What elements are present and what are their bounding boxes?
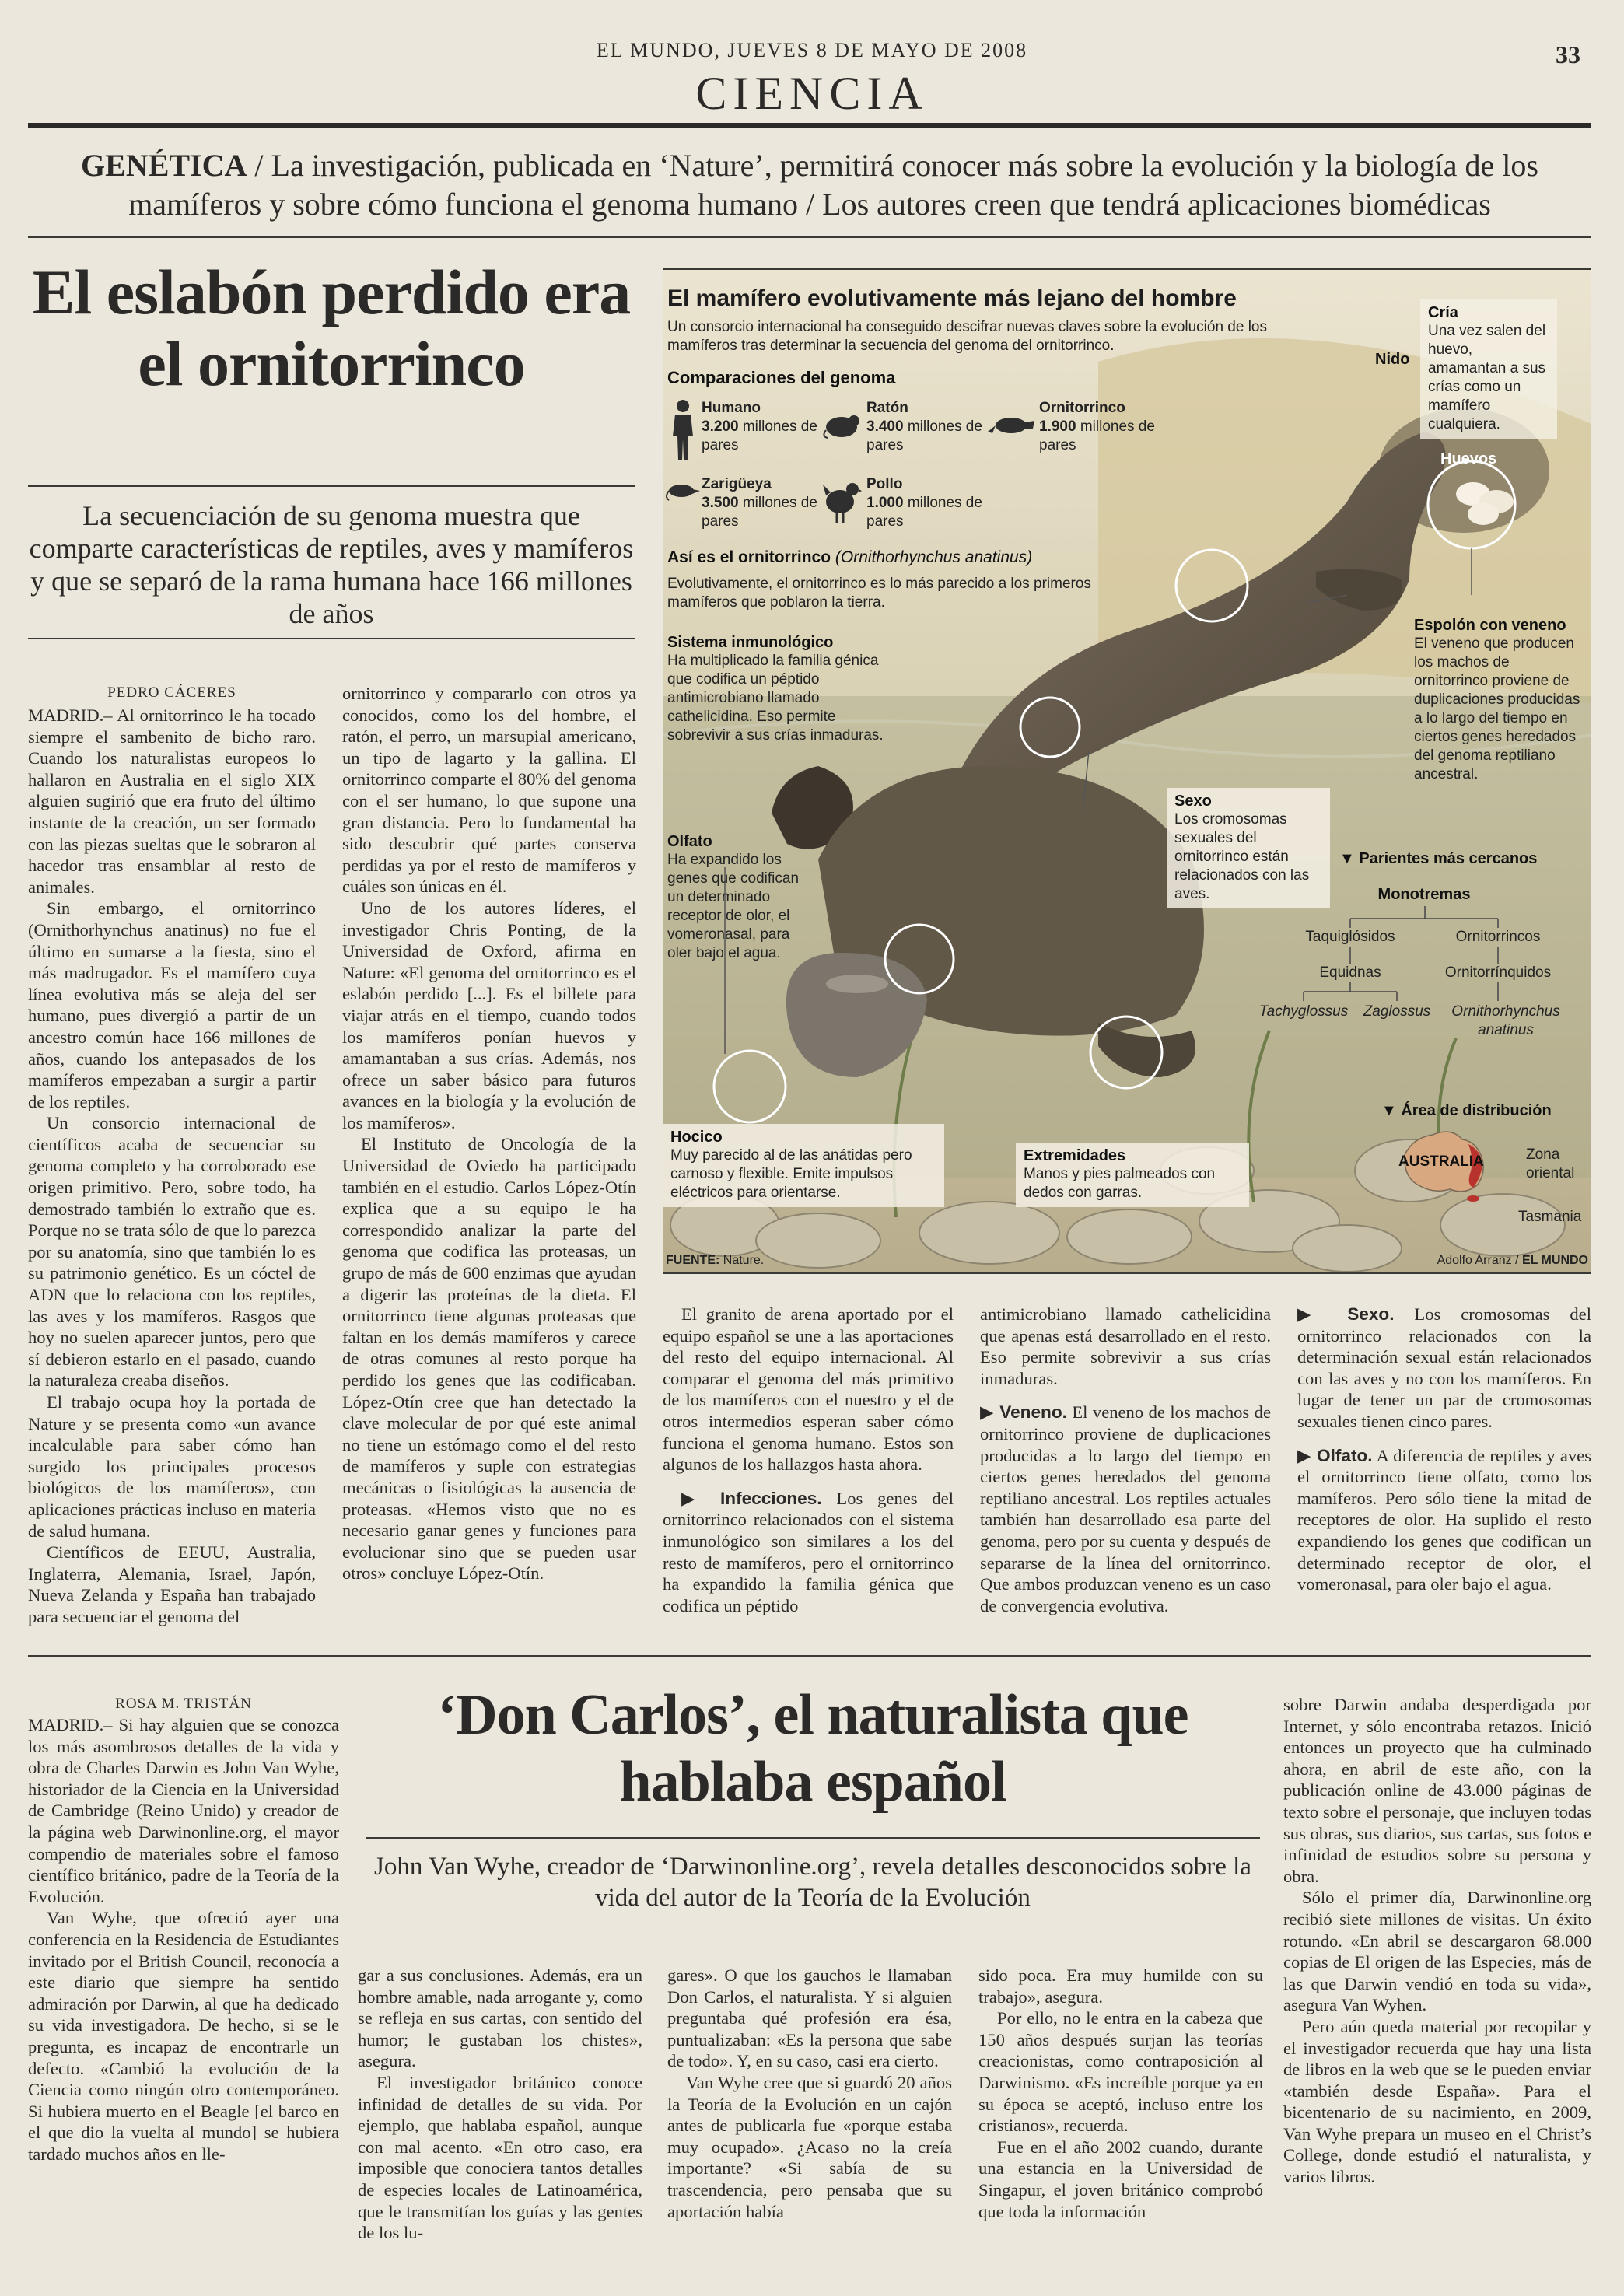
tasmania-label: Tasmania <box>1518 1209 1582 1225</box>
kicker-tag: GENÉTICA <box>81 148 247 183</box>
paragraph: Pero aún queda material por recopilar y el investigador recuerda que hay una lista de libros en la web que se le pueden enviar «también desde España». Para el bicentenario de su nacimiento, en 2009, Van Wyhe prepara un museo en el Christ’s College, donde estudió el naturalista, y varios libros. <box>1283 2016 1591 2187</box>
area-title: ▼ Área de distribución <box>1381 1102 1552 1119</box>
infographic <box>663 268 1591 1273</box>
kicker <box>28 146 1591 224</box>
subhead-veneno: ▶ Veneno. <box>980 1402 1067 1423</box>
paragraph <box>1297 1445 1591 1595</box>
tree-node: Equidnas <box>1319 964 1381 981</box>
cria-text: Una vez salen del huevo, amamantan a sus crías como un mamífero cualquiera. <box>1428 323 1546 432</box>
veneno-text: El veneno de los machos de ornitorrinco proviene de duplicaciones producidas a lo largo del tiempo en ciertos genes heredados del genoma reptiliano ancestral. Los reptiles actuales también han desarrollado esa parte del genoma, pero por su cuenta y después de separarse de la línea del ornitorrinco. Que ambos produzcan veneno es un caso de convergencia evolutiva. <box>980 1402 1271 1615</box>
headline-rule <box>28 485 635 487</box>
opossum-icon <box>664 478 702 506</box>
genome-mouse <box>866 399 983 455</box>
infecciones-text: Los genes del ornitorrinco relacionados con el sistema inmunológico son similares a los del resto de mamíferos, pero el ornitorrinco ha expandido la familia génica que codifica un péptido <box>663 1488 954 1615</box>
hocico-title: Hocico <box>670 1129 723 1146</box>
mouse-icon <box>823 408 862 443</box>
genome-name: Pollo <box>866 476 903 492</box>
sexo-title: Sexo <box>1174 793 1212 810</box>
nido-label: Nido <box>1375 351 1410 368</box>
asi-species: (Ornithorhynchus anatinus) <box>835 548 1033 566</box>
article1-col5 <box>1297 1304 1591 1595</box>
article2-col2 <box>358 1965 642 2244</box>
zona-label: Zona oriental <box>1526 1146 1575 1181</box>
paragraph <box>1297 1304 1591 1433</box>
genome-value: 3.200 <box>702 418 739 435</box>
subhead: La secuenciación de su genoma muestra que comparte características de reptiles, aves y mamíferos y que se separó de la rama humana hace 166 millones de años <box>29 500 634 629</box>
byline: PEDRO CÁCERES <box>107 684 236 701</box>
paragraph: ornitorrinco y compararlo con otros ya conocidos, como los del hombre, el ratón, el perro, un marsupial americano, un tipo de lagarto y la gallina. El ornitorrinco comparte el 80% del genoma con el ser humano, lo que supone una gran distancia. Pero lo fundamental ha sido descubrir qué partes conserva perdidas ya por el resto de mamíferos y cuáles son únicas en él. <box>342 684 636 897</box>
extremidades-text: Manos y pies palmeados con dedos con garras. <box>1024 1166 1216 1201</box>
genome-platypus <box>1039 399 1164 455</box>
subhead: John Van Wyhe, creador de ‘Darwinonline.org’, revela detalles desconocidos sobre la vida del autor de la Teoría de la Evolución <box>374 1853 1251 1912</box>
header-rule <box>28 123 1591 128</box>
paragraph: El trabajo ocupa hoy la portada de Nature y se presenta como «un avance incalculable para saber cómo han surgido los principales procesos biológicos de los mamíferos», con aplicaciones prácticas incluso en materia de salud humana. <box>28 1392 316 1541</box>
espolon-box <box>1414 617 1585 784</box>
sistema-title: Sistema inmunológico <box>667 634 834 651</box>
genome-opossum <box>702 475 818 531</box>
extremidades-title: Extremidades <box>1024 1147 1126 1164</box>
paragraph: Un consorcio internacional de científicos acaba de secuenciar su genoma completo y ha corroborado ese origen primitivo. Pero, sobre todo, ha demostrado también lo extraño que es. Porque no se trata sólo de que lo parezca por su anatomía, sino que también lo es su patrimonio genético. Es un cóctel de ADN que lo relaciona con los reptiles, las aves y los mamíferos. Rasgos que hoy no suelen aparecer juntos, pero que sí debieron estarlo en el pasado, cuando la naturaleza creaba diseños. <box>28 1113 316 1391</box>
credit-author: Adolfo Arranz / <box>1437 1254 1522 1267</box>
article2-col5 <box>1283 1694 1591 2188</box>
huevos-label: Huevos <box>1440 450 1497 467</box>
espolon-text: El veneno que producen los machos de ornitorrinco proviene de duplicaciones producidas a lo largo del tiempo en ciertos genes heredados del genoma reptiliano ancestral. <box>1414 635 1580 782</box>
extremidades-box <box>1016 1143 1249 1207</box>
chicken-icon <box>823 478 862 529</box>
article1-col2 <box>342 683 636 1584</box>
comparisons-title: Comparaciones del genoma <box>667 368 896 387</box>
olfato-text: Ha expandido los genes que codifican un determinado receptor de olor, el vomeronasal, para oler bajo el agua. <box>667 852 800 961</box>
olfato-text: A diferencia de reptiles y aves el ornitorrinco tiene olfato, como los mamíferos. Pero sólo tiene la mitad de receptores de olor. Ha suplido el resto expandiendo los genes que codifican un determinado receptor de olor, el vomeronasal, para oler bajo el agua. <box>1297 1445 1591 1594</box>
genome-value: 1.900 <box>1039 418 1076 435</box>
headline: ‘Don Carlos’, el naturalista que hablaba español <box>437 1683 1188 1814</box>
asi-title <box>667 548 1212 567</box>
paragraph: Van Wyhe cree que si guardó 20 años la Teoría de la Evolución en un cajón antes de publicarla fue «porque estaba muy ocupado». ¿Acaso no la creía importante? «Si sabía de su trascendencia, pero pensaba que su aportación había <box>667 2072 952 2221</box>
human-icon <box>667 399 698 465</box>
australia-label: AUSTRALIA <box>1398 1153 1484 1170</box>
info-title: El mamífero evolutivamente más lejano del hombre <box>667 285 1237 311</box>
genome-value: 3.400 <box>866 418 904 435</box>
genome-unit: millones de pares <box>1039 418 1155 453</box>
genome-unit: millones de pares <box>702 495 817 530</box>
section-title: CIENCIA <box>695 68 929 119</box>
tree-node: Ornitorrincos <box>1455 929 1541 945</box>
family-tree <box>1257 883 1591 1085</box>
paragraph: El investigador británico conoce infinidad de detalles de su vida. Por ejemplo, que hablaba español, aunque con mal acento. «En otro caso, era imposible que conociera tantos detalles de especies locales de Latinoamérica, que le transmitían los guías y las gentes de los lu- <box>358 2072 642 2243</box>
paragraph: El granito de arena aportado por el equipo español se une a las aportaciones del resto del equipo internacional. Al comparar el genoma del más primitivo de los mamíferos con el nuestro y el de otros intermedios esperan saber cómo funciona el genoma humano. Estos son algunos de los hallazgos hasta ahora. <box>663 1304 954 1475</box>
genome-value: 3.500 <box>702 495 739 511</box>
page-number: 33 <box>1556 40 1580 68</box>
parientes-title: ▼ Parientes más cercanos <box>1339 850 1538 867</box>
sistema-text: Ha multiplicado la familia génica que codifica un péptido antimicrobiano llamado cathelicidina. Eso permite sobrevivir a sus crías inmaduras. <box>667 653 884 744</box>
genome-value: 1.000 <box>866 495 904 511</box>
dateline: EL MUNDO, JUEVES 8 DE MAYO DE 2008 <box>596 39 1028 61</box>
platypus-icon <box>988 408 1034 443</box>
byline: ROSA M. TRISTÁN <box>115 1696 252 1712</box>
sistema-box <box>667 634 901 745</box>
espolon-title: Espolón con veneno <box>1414 617 1566 634</box>
paragraph: sobre Darwin andaba desperdigada por Internet, y sólo encontraba retazos. Inició entonces un proyecto que ha culminado ahora, en abril de este año, con la publicación online de 43.000 páginas de texto sobre el personaje, que incluyen todas sus obras, sus diarios, sus cartas, sus fotos e infinidad de estudios sobre su persona y obra. <box>1283 1695 1591 1886</box>
sexo-text: Los cromosomas del ornitorrinco relacionados con la determinación sexual están relacionados con las aves y no con los mamíferos. En lugar de tener un par de cromosomas sexuales tienen cinco pares. <box>1297 1304 1591 1431</box>
subhead-rule <box>28 638 635 639</box>
paragraph: gares». O que los gauchos le llamaban Don Carlos, el naturalista. Y si alguien preguntaba qué profesión era ésa, puntualizaban: «Es la persona que sabe de todo». Y, en su caso, casi era cierto. <box>667 1965 952 2071</box>
paragraph: Científicos de EEUU, Australia, Inglaterra, Alemania, Israel, Japón, Nueva Zelanda y España han trabajado para secuenciar el genoma del <box>28 1542 316 1626</box>
headline: El eslabón perdido era el ornitorrinco <box>32 257 631 399</box>
hocico-box <box>663 1124 944 1207</box>
genome-unit: millones de pares <box>866 418 982 453</box>
tree-node: Taquiglósidos <box>1305 929 1395 945</box>
paragraph: sido poca. Era muy humilde con su trabajo», asegura. <box>978 1965 1263 2007</box>
paragraph: Sólo el primer día, Darwinonline.org recibió siete millones de visitas. Un éxito rotundo. «En abril se descargaron 68.000 copias de El origen de las Especies, más de las que Darwin vendió en toda su vida», asegura Van Wyhen. <box>1283 1888 1591 2015</box>
subhead-olfato: ▶ Olfato. <box>1297 1445 1373 1465</box>
subhead-infecciones: ▶ Infecciones. <box>681 1488 822 1508</box>
article1-col4 <box>980 1304 1271 1616</box>
paragraph: Uno de los autores líderes, el investigador Chris Ponting, de la Universidad de Oxford, afirma en Nature: «El genoma del ornitorrinco es el eslabón perdido [...]. Es el billete para viajar atrás en el tiempo, cuando todos los mamíferos ponían huevos y amamantaban a sus crías. Además, nos ofrece un saber básico para futuros avances en la biología y la evolución de los mamíferos». <box>342 898 636 1132</box>
cria-box <box>1420 299 1557 439</box>
hocico-text: Muy parecido al de las anátidas pero carnoso y flexible. Emite impulsos eléctricos para orientarse. <box>670 1147 912 1201</box>
kicker-text: / La investigación, publicada en ‘Nature’, permitirá conocer más sobre la evolución y la biología de los mamíferos y sobre cómo funciona el genoma humano / Los autores creen que tendrá aplicaciones biomédicas <box>128 148 1538 222</box>
paragraph: Van Wyhe, que ofreció ayer una conferencia en la Residencia de Estudiantes invitado por el British Council, reconocía a este diario que siempre ha sentido admiración por Darwin, al que ha dedicado su vida investigadora. De hecho, si se le pregunta, es incapaz de encontrarle un defecto. «Cambió la evolución de la Ciencia como ningún otro contemporáneo. Si hubiera muerto en el Beagle [el barco en el que dio la vuelta al mundo] se hubiera tardado muchos años en lle- <box>28 1908 339 2164</box>
paragraph <box>980 1402 1271 1616</box>
olfato-title: Olfato <box>667 833 712 850</box>
tree-node: Ornitorrínquidos <box>1444 964 1552 981</box>
credit <box>1425 1251 1588 1270</box>
genome-unit: millones de pares <box>866 495 982 530</box>
asi-title-text: Así es el ornitorrinco <box>667 548 831 566</box>
section-divider <box>28 1655 1591 1657</box>
tree-root: Monotremas <box>1377 886 1471 903</box>
info-bottom-rule <box>663 1272 1591 1274</box>
article2-col1 <box>28 1714 339 2165</box>
headline-rule <box>366 1837 1260 1839</box>
tree-leaf: Tachyglossus <box>1258 1003 1349 1020</box>
article2-col4 <box>978 1965 1263 2222</box>
paragraph <box>663 1488 954 1617</box>
paragraph: MADRID.– Al ornitorrinco le ha tocado siempre el sambenito de bicho raro. Cuando los naturalistas europeos lo hallaron en Australia en el siglo XIX alguien sugirió que era fruto del último instante de la creación, un ser formado con las piezas sueltas que le sobraron al hacedor tras ensamblar al resto de animales. <box>28 705 316 897</box>
genome-name: Ornitorrinco <box>1039 400 1125 416</box>
paragraph: MADRID.– Si hay alguien que se conozca los más asombrosos detalles de la vida y obra de Charles Darwin es John Van Wyhe, historiador de la Ciencia en la Universidad de Cambridge (Reino Unido) y creador de la página web Darwinonline.org, el mayor compendio de materiales sobre el famoso científico británico, padre de la Teoría de la Evolución. <box>28 1715 339 1906</box>
genome-unit: millones de pares <box>702 418 817 453</box>
paragraph: antimicrobiano llamado cathelicidina que apenas está desarrollado en el resto. Eso permite sobrevivir a sus crías inmaduras. <box>980 1304 1271 1388</box>
subhead-sexo: ▶ Sexo. <box>1297 1304 1395 1324</box>
cria-title: Cría <box>1428 304 1458 321</box>
asi-text: Evolutivamente, el ornitorrinco es lo más parecido a los primeros mamíferos que poblaron la tierra. <box>667 576 1091 611</box>
fuente-value: Nature. <box>723 1254 765 1267</box>
olfato-box <box>667 833 807 963</box>
article1-col1 <box>28 705 316 1628</box>
article2-col3 <box>667 1965 952 2222</box>
genome-name: Humano <box>702 400 761 416</box>
tree-leaf: Zaglossus <box>1363 1003 1431 1020</box>
genome-chicken <box>866 475 983 531</box>
fuente <box>666 1251 764 1270</box>
paragraph: gar a sus conclusiones. Además, era un hombre amable, nada arrogante y, como se refleja en sus cartas, con sentido del humor; le gustaban los chistes», asegura. <box>358 1965 642 2071</box>
paragraph: Fue en el año 2002 cuando, durante una estancia en la Universidad de Singapur, el joven británico comprobó que toda la información <box>978 2137 1263 2221</box>
article1-col3 <box>663 1304 954 1616</box>
paragraph: Por ello, no le entra en la cabeza que 150 años después surjan las teorías creacionistas, como contraposición al Darwinismo. «Es increíble porque ya en su época se aceptó, incluso entre los cristianos», recuerda. <box>978 2008 1263 2136</box>
kicker-rule <box>28 236 1591 238</box>
info-intro: Un consorcio internacional ha conseguido descifrar nuevas claves sobre la evolución de los mamíferos tras determinar la secuencia del genoma del ornitorrinco. <box>667 319 1268 354</box>
genome-name: Ratón <box>866 400 908 416</box>
paragraph: Sin embargo, el ornitorrinco (Ornithorhynchus anatinus) no fue el último en sumarse a la fiesta, sino el más madrugador. Es el mamífero cuya línea evolutiva más se aleja del ser humano, pues divergió a partir de un ancestro común hace 166 millones de años, cuando los antepasados de los mamíferos empezaban a surgir a partir de los reptiles. <box>28 898 316 1111</box>
credit-paper: EL MUNDO <box>1521 1254 1588 1267</box>
genome-name: Zarigüeya <box>702 476 772 492</box>
paragraph: El Instituto de Oncología de la Universidad de Oviedo ha participado también en el estudio. Carlos López-Otín explica que a su equipo le ha correspondido analizar la parte del genoma que codifica las proteasas, un grupo de más de 600 enzimas que ayudan a digerir las proteínas de la dieta. El ornitorrinco tiene algunas proteasas que faltan en los demás mamíferos y carece de otras comunes al resto porque ha perdido los genes que las codificaban. López-Otín cree que han detectado la clave molecular de por qué este animal no tiene un estómago como el del resto de mamíferos y suple con estrategias mecánicas o fisiológicas la ausencia de proteasas. «Hemos visto que no es necesario ganar genes y funciones para evolucionar sino que se pueden usar otros» concluye López-Otín. <box>342 1134 636 1584</box>
sexo-text: Los cromosomas sexuales del ornitorrinco están relacionados con las aves. <box>1174 811 1310 902</box>
tree-leaf: Ornithorhynchus anatinus <box>1451 1003 1560 1038</box>
info-top-rule <box>663 268 1591 270</box>
genome-human <box>702 399 818 455</box>
fuente-label: FUENTE: <box>666 1254 720 1267</box>
